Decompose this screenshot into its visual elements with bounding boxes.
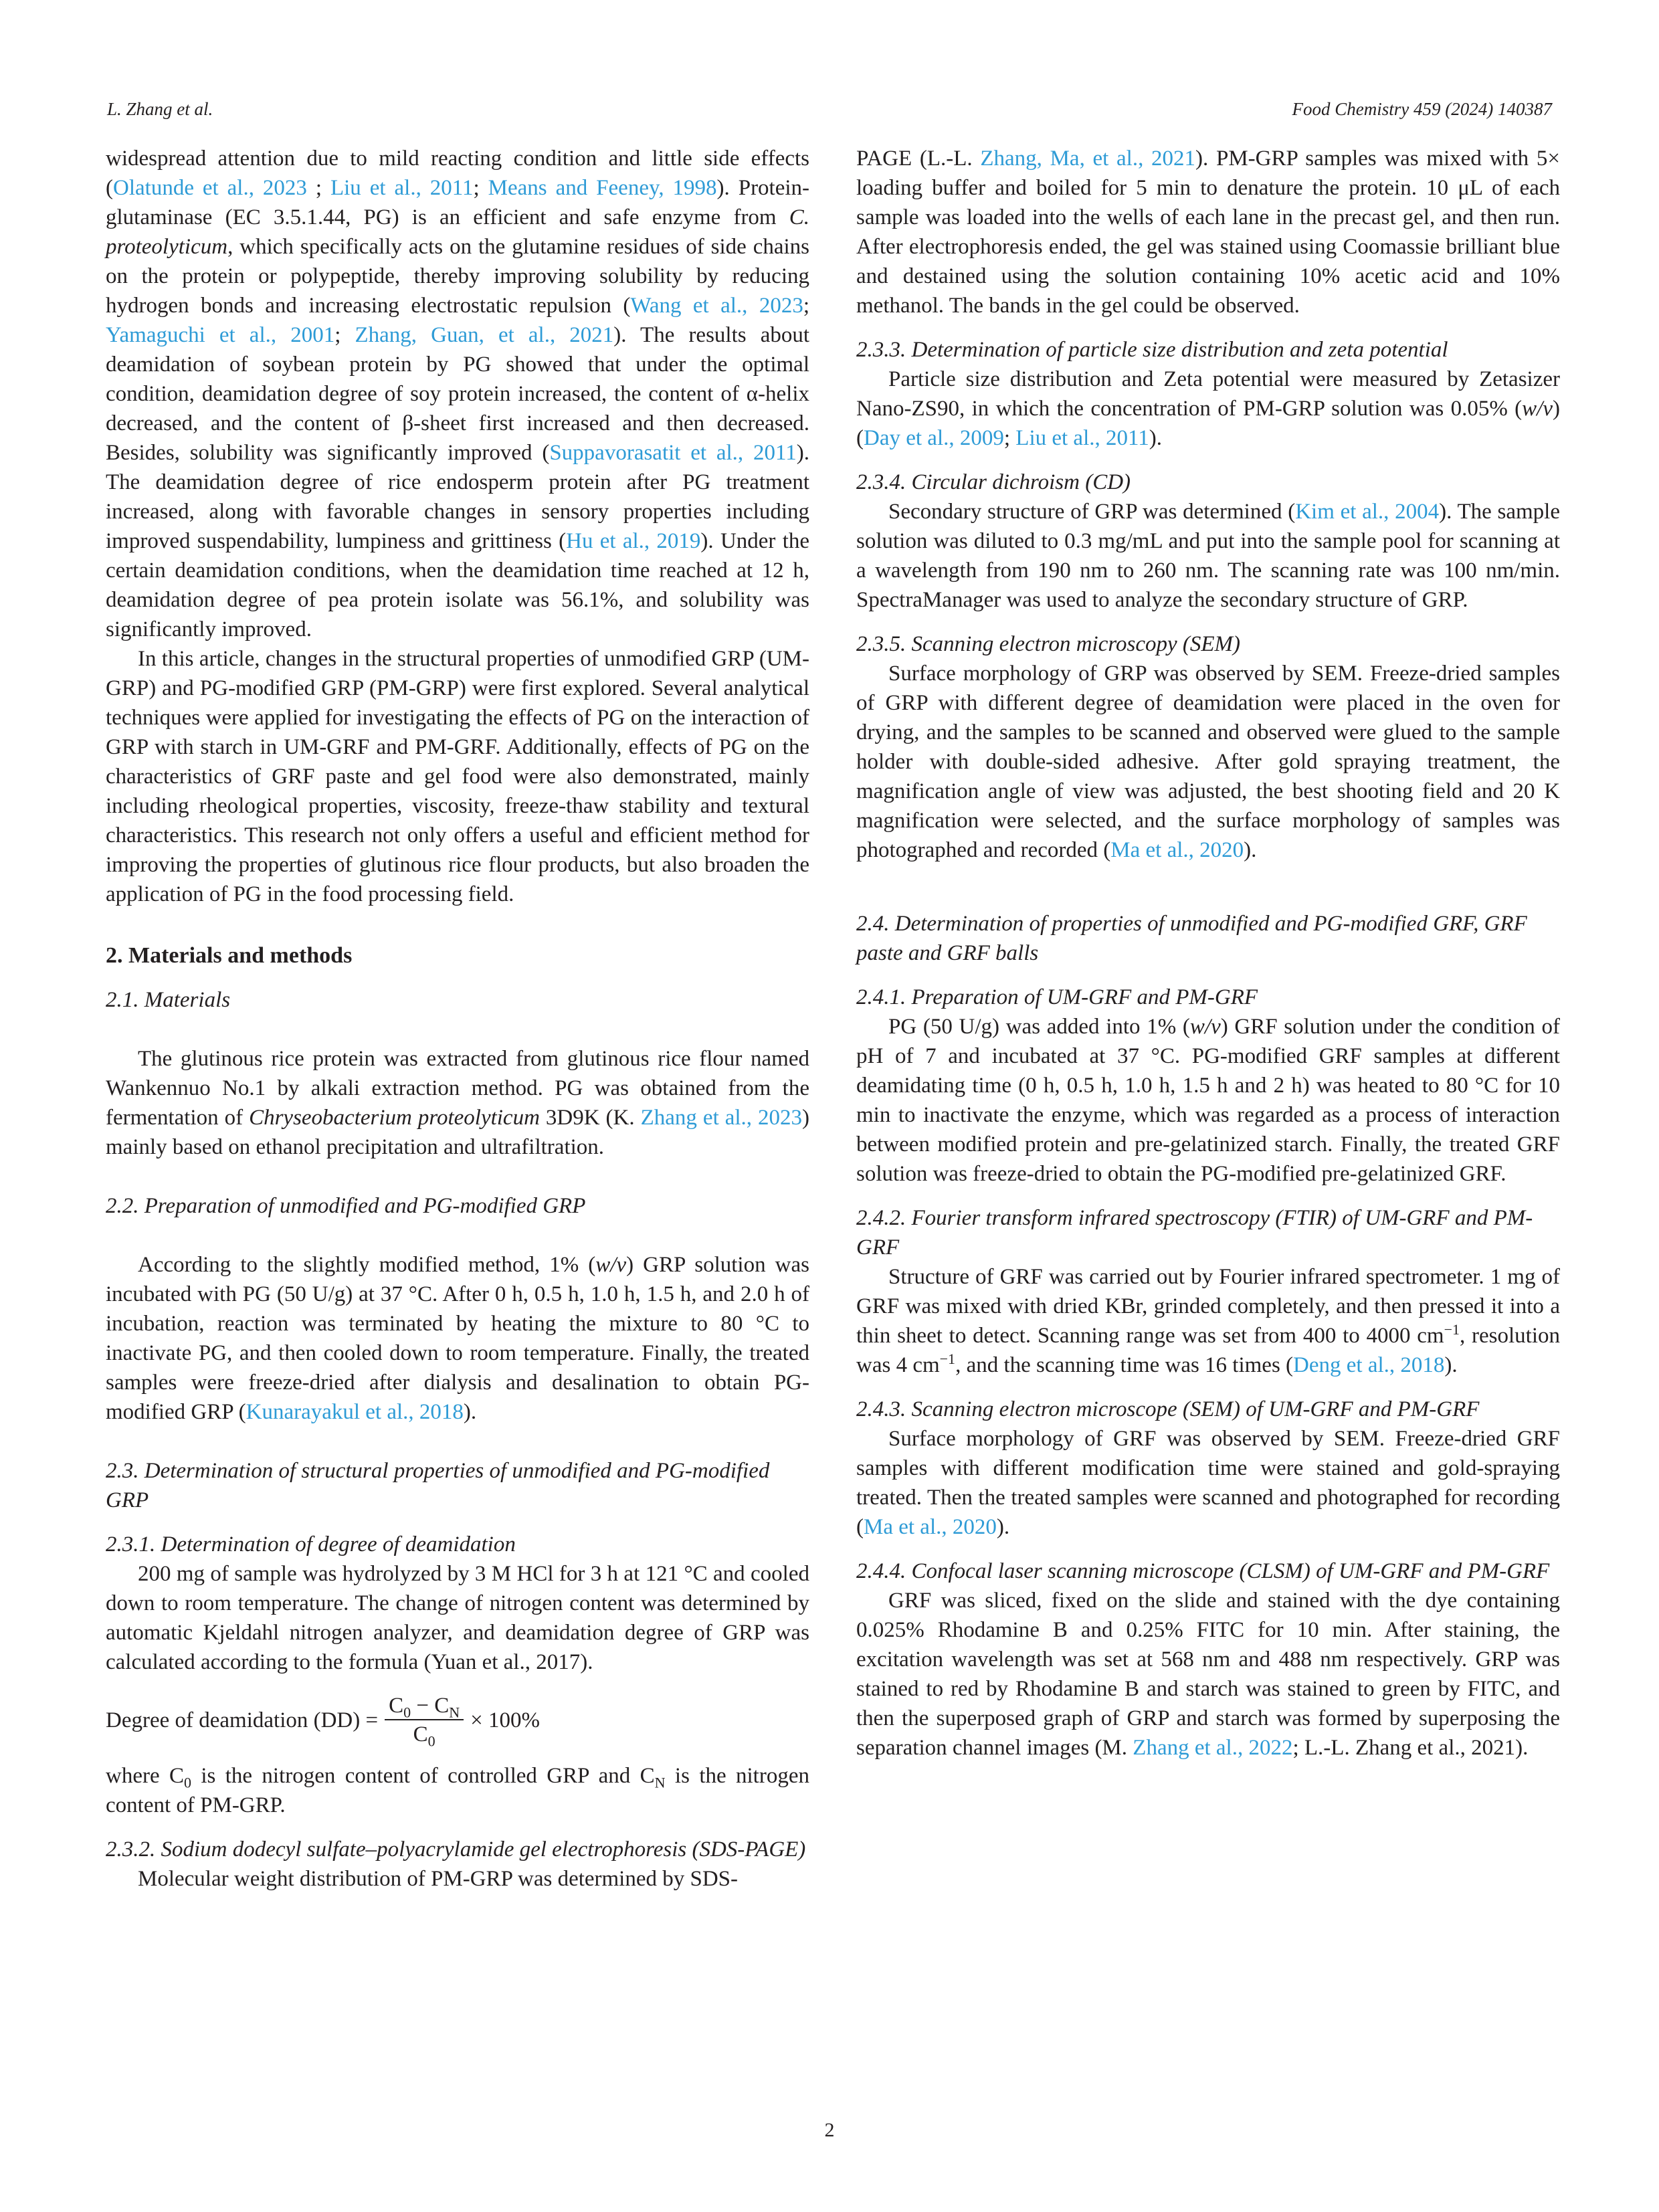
- citation-link[interactable]: Zhang et al., 2022: [1133, 1736, 1293, 1760]
- paragraph: Secondary structure of GRP was determined (Kim et al., 2004). The sample solution was diluted to 0.3 mg/mL and put into the sample pool for scanning at a wavelength from 190 nm to 260 nm. The scanning rate was 100 nm/min. SpectraManager was used to analyze the secondary structure of GRP.: [856, 500, 1560, 612]
- citation-link[interactable]: Suppavorasatit et al., 2011: [549, 441, 797, 465]
- paragraph: Structure of GRF was carried out by Fourier infrared spectrometer. 1 mg of GRF was mixed with dried KBr, grinded completely, and then pressed it into a thin sheet to detect. Scanning range was set from 400 to 4000 $cm^{-1}$, resolution was 4 $cm^{-1}$, and the scanning time was 16 times (Deng et al., 2018).: [856, 1265, 1561, 1377]
- paragraph: GRF was sliced, fixed on the slide and stained with the dye containing 0.025% Rhodamine B and 0.25% FITC for 10 min. After staining, the excitation wavelength was set at 568 nm and 488 nm respectively. GRP was stained to red by Rhodamine B and starch was stained to green by FITC, and then the superposed graph of GRP and starch was formed by superposing the separation channel images (M. Zhang et al., 2022; L.-L. Zhang et al., 2021).: [856, 1589, 1560, 1760]
- paragraph: PG (50 U/g) was added into 1% (w/v) GRF solution under the condition of pH of 7 and incubated at 37 °C. PG-modified GRF samples at different deamidating time (0 h, 0.5 h, 1.0 h, 1.5 h and 2 h) was heated to 80 °C for 10 min to inactivate the enzyme, which was regarded as a process of interaction between modified protein and pre-gelatinized starch. Finally, the treated GRF solution was freeze-dried to obtain the PG-modified pre-gelatinized GRF.: [856, 1015, 1560, 1186]
- subsubsection-heading: 2.4.4. Confocal laser scanning microscope (CLSM) of UM-GRF and PM-GRF: [856, 1559, 1550, 1583]
- subsubsection-heading: 2.3.4. Circular dichroism (CD): [856, 470, 1131, 494]
- paragraph: Surface morphology of GRF was observed by SEM. Freeze-dried GRF samples with different modification time were stained and gold-spraying treated. Then the treated samples were scanned and photographed for recording (Ma et al., 2020).: [856, 1427, 1560, 1539]
- subsubsection-heading: 2.3.2. Sodium dodecyl sulfate–polyacrylamide gel electrophoresis (SDS-PAGE): [106, 1837, 806, 1862]
- citation-link[interactable]: Hu et al., 2019: [566, 529, 701, 553]
- paragraph: Molecular weight distribution of PM-GRP was determined by SDS-: [138, 1867, 739, 1891]
- subsubsection-heading: 2.4.1. Preparation of UM-GRF and PM-GRF: [856, 985, 1258, 1009]
- citation-link[interactable]: Means and Feeney, 1998: [488, 176, 717, 200]
- right-column: [856, 144, 1560, 1763]
- citation-link[interactable]: Wang et al., 2023: [630, 294, 803, 318]
- subsubsection-heading: 2.4.3. Scanning electron microscope (SEM) of UM-GRF and PM-GRF: [856, 1397, 1480, 1421]
- citation-link[interactable]: Liu et al., 2011: [330, 176, 474, 200]
- citation-link[interactable]: Zhang, Ma, et al., 2021: [980, 146, 1196, 171]
- page-number: 2: [824, 2119, 835, 2141]
- subsubsection-heading: 2.3.5. Scanning electron microscopy (SEM): [856, 632, 1240, 656]
- header-journal: Food Chemistry 459 (2024) 140387: [1292, 99, 1552, 119]
- paragraph: Surface morphology of GRP was observed by SEM. Freeze-dried samples of GRP with different degree of deamidation were placed in the oven for drying, and the samples to be scanned and observed were glued to the sample holder with double-sided adhesive. After gold spraying treatment, the magnification angle of view was adjusted, the best shooting field and 20 K magnification were selected, and the surface morphology of samples was photographed and recorded (Ma et al., 2020).: [856, 662, 1560, 862]
- equation-fraction: $\frac{C_0 - C_N}{C_0}$: [385, 1692, 464, 1748]
- subsection-heading: 2.3. Determination of structural properties of unmodified and PG-modified GRP: [106, 1459, 770, 1512]
- paragraph: In this article, changes in the structural properties of unmodified GRP (UM-GRP) and PG-modified GRP (PM-GRP) were first explored. Several analytical techniques were applied for investigating the effects of PG on the interaction of GRP with starch in UM-GRF and PM-GRF. Additionally, effects of PG on the characteristics of GRF paste and gel food were also demonstrated, mainly including rheological properties, viscosity, freeze-thaw stability and textural characteristics. This research not only offers a useful and efficient method for improving the properties of glutinous rice flour products, but also broaden the application of PG in the food processing field.: [106, 647, 809, 906]
- citation-link[interactable]: Yamaguchi et al., 2001: [106, 323, 335, 347]
- subsection-heading: 2.4. Determination of properties of unmodified and PG-modified GRF, GRF paste and GRF balls: [856, 912, 1527, 965]
- running-header: [107, 99, 1552, 126]
- citation-link[interactable]: Olatunde et al., 2023: [113, 176, 307, 200]
- subsubsection-heading: 2.3.3. Determination of particle size distribution and zeta potential: [856, 338, 1448, 362]
- subsection-heading: 2.2. Preparation of unmodified and PG-modified GRP: [106, 1194, 586, 1218]
- paragraph: PAGE (L.-L. Zhang, Ma, et al., 2021). PM-GRP samples was mixed with 5× loading buffer and boiled for 5 min to denature the protein. 10 μL of each sample was loaded into the wells of each lane in the precast gel, and then run. After electrophoresis ended, the gel was stained using Coomassie brilliant blue and destained using the solution containing 10% acetic acid and 10% methanol. The bands in the gel could be observed.: [856, 146, 1560, 318]
- citation-link[interactable]: Zhang, Guan, et al., 2021: [355, 323, 614, 347]
- paragraph: where $C_0$ is the nitrogen content of controlled GRP and $C_N$ is the nitrogen content of PM-GRP.: [106, 1764, 809, 1817]
- paragraph: widespread attention due to mild reacting condition and little side effects (Olatunde et al., 2023 ; Liu et al., 2011; Means and Feeney, 1998). Protein-glutaminase (EC 3.5.1.44, PG) is an efficient and safe enzyme from C. proteolyticum, which specifically acts on the glutamine residues of side chains on the protein or polypeptide, thereby improving solubility by reducing hydrogen bonds and increasing electrostatic repulsion (Wang et al., 2023; Yamaguchi et al., 2001; Zhang, Guan, et al., 2021). The results about deamidation of soybean protein by PG showed that under the optimal condition, deamidation degree of soy protein increased, the content of α-helix decreased, and the content of β-sheet first increased and then decreased. Besides, solubility was significantly improved (Suppavorasatit et al., 2011). The deamidation degree of rice endosperm protein after PG treatment increased, along with favorable changes in sensory properties including improved suspendability, lumpiness and grittiness (Hu et al., 2019). Under the certain deamidation conditions, when the deamidation time reached at 12 h, deamidation degree of pea protein isolate was 56.1%, and solubility was significantly improved.: [106, 146, 810, 641]
- citation-link[interactable]: Zhang et al., 2023: [640, 1106, 803, 1130]
- citation-link[interactable]: Kunarayakul et al., 2018: [246, 1400, 464, 1424]
- citation-link[interactable]: Liu et al., 2011: [1015, 426, 1149, 450]
- subsubsection-heading: 2.3.1. Determination of degree of deamidation: [106, 1532, 516, 1556]
- paragraph: The glutinous rice protein was extracted from glutinous rice flour named Wankennuo No.1 by alkali extraction method. PG was obtained from the fermentation of Chryseobacterium proteolyticum 3D9K (K. Zhang et al., 2023) mainly based on ethanol precipitation and ultrafiltration.: [106, 1047, 810, 1159]
- subsection-heading: 2.1. Materials: [106, 988, 231, 1012]
- equation-deamidation-degree: Degree of deamidation (DD) = $\frac{C_0 - C_N}{C_0}$ × 100%: [106, 1694, 541, 1750]
- citation-link[interactable]: Day et al., 2009: [864, 426, 1004, 450]
- citation-link[interactable]: Ma et al., 2020: [864, 1515, 997, 1539]
- left-column: [106, 144, 809, 1894]
- citation-link[interactable]: Kim et al., 2004: [1295, 500, 1440, 524]
- header-authors: L. Zhang et al.: [107, 99, 213, 119]
- subsubsection-heading: 2.4.2. Fourier transform infrared spectroscopy (FTIR) of UM-GRF and PM-GRF: [856, 1206, 1533, 1260]
- paragraph: According to the slightly modified method, 1% (w/v) GRP solution was incubated with PG (50 U/g) at 37 °C. After 0 h, 0.5 h, 1.0 h, 1.5 h, and 2.0 h of incubation, reaction was terminated by heating the mixture to 80 °C to inactivate PG, and then cooled down to room temperature. Finally, the treated samples were freeze-dried after dialysis and desalination to obtain PG-modified GRP (Kunarayakul et al., 2018).: [106, 1253, 809, 1424]
- paragraph: 200 mg of sample was hydrolyzed by 3 M HCl for 3 h at 121 °C and cooled down to room temperature. The change of nitrogen content was determined by automatic Kjeldahl nitrogen analyzer, and deamidation degree of GRP was calculated according to the formula (Yuan et al., 2017).: [106, 1562, 809, 1674]
- citation-link[interactable]: Ma et al., 2020: [1110, 838, 1244, 862]
- section-heading: 2. Materials and methods: [106, 943, 353, 968]
- paragraph: Particle size distribution and Zeta potential were measured by Zetasizer Nano-ZS90, in which the concentration of PM-GRP solution was 0.05% (w/v) (Day et al., 2009; Liu et al., 2011).: [856, 367, 1560, 450]
- citation-link[interactable]: Deng et al., 2018: [1293, 1353, 1445, 1377]
